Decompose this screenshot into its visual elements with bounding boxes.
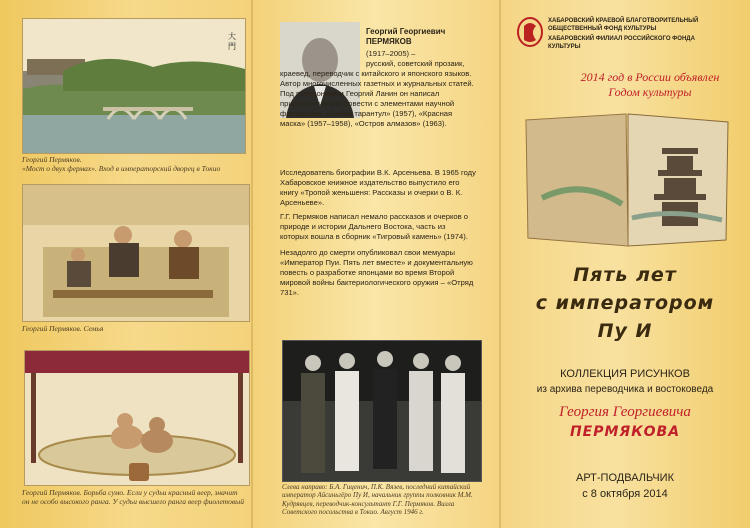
bridge-painting <box>22 18 246 154</box>
collection-subheading: из архива переводчика и востоковеда <box>536 384 714 395</box>
org-name-2: ХАБАРОВСКИЙ ФИЛИАЛ РОССИЙСКОГО ФОНДА КУЛЬТУРЫ <box>548 36 695 50</box>
left-panel <box>0 0 252 528</box>
group-photo <box>282 340 482 482</box>
svg-text:門: 門 <box>228 42 236 51</box>
caption-family: Георгий Пермяков. Семья <box>22 324 104 333</box>
author-name: Георгий Георгиевич ПЕРМЯКОВ <box>366 27 446 46</box>
event-venue: АРТ-ПОДВАЛЬЧИК <box>575 472 674 484</box>
bio-intro: русский, советский прозаик, краевед, переводчик с китайского и японского языков. Автор многочисленных газетных и журнальных статей. Под псевдонимом Георгий Ланин он написал приключенческие повести с элементами научной фантастики: «Синий тарантул» (1957), «Красная маска» (1957–1958), «Остров алмазов» (1963). <box>280 59 474 128</box>
collection-heading: КОЛЛЕКЦИЯ РИСУНКОВ <box>560 368 690 380</box>
family-painting <box>22 184 250 322</box>
caption-bridge: Георгий Пермяков. «Мост о двух фермах». Вход в императорский дворец в Токио <box>22 155 221 173</box>
title-line-3: Пу И <box>597 320 653 342</box>
bio-para-3: Г.Г. Пермяков написал немало рассказов и очерков о природе и истории Дальнего Востока, часть из которых вошла в сборник «Тигровый камень» (1974). <box>280 212 468 241</box>
right-panel <box>500 0 750 528</box>
title-line-2: с императором <box>535 292 715 314</box>
org-name-1: ХАБАРОВСКИЙ КРАЕВОЙ БЛАГОТВОРИТЕЛЬНЫЙ ОБЩЕСТВЕННЫЙ ФОНД КУЛЬТУРЫ <box>548 18 699 32</box>
foundation-logo-icon <box>516 16 544 48</box>
bio-para-2: Исследователь биографии В.К. Арсеньева. В 1965 году Хабаровское книжное издательство выпустило его книгу «Тропой женьшеня: Рассказы и очерки о В. К. Арсеньеве». <box>280 168 476 207</box>
title-line-1: Пять лет <box>573 264 677 286</box>
bio-para-4: Незадолго до смерти опубликовал свои мемуары «Император Пуи. Пять лет вместе» и документальную повесть о разработке японцами во время Второй мировой войны бактериологического оружия – «Отряд 731». <box>280 248 474 297</box>
year-of-culture-line2: Годом культуры <box>608 85 692 99</box>
year-of-culture-line1: 2014 год в России объявлен <box>580 70 720 84</box>
svg-text:大: 大 <box>228 32 236 41</box>
person-name-line1: Георгия Георгиевича <box>559 404 691 420</box>
middle-panel <box>252 0 500 528</box>
sumo-painting <box>24 350 250 486</box>
author-years: (1917–2005) – <box>366 49 416 58</box>
pagoda-sketchbook <box>522 108 734 252</box>
caption-sumo: Георгий Пермяков. Борьба сумо. Если у судьи красный веер, значит он не особо высокого ранга. У судьи высшего ранга веер фиолетовый <box>22 488 244 506</box>
person-name-line2: ПЕРМЯКОВА <box>569 424 681 440</box>
event-date: с 8 октября 2014 <box>582 488 668 500</box>
group-photo-caption: Слева направо: Б.А. Гиценич, П.К. Вязев, последний китайский император Айсиньгёро Пу И, начальник группы полковник М.М. Кудрявцев, переводчик-консультант Г.Г. Пермяков. Вилла Советского посольства в Токио. Август 1946 г. <box>282 483 473 517</box>
